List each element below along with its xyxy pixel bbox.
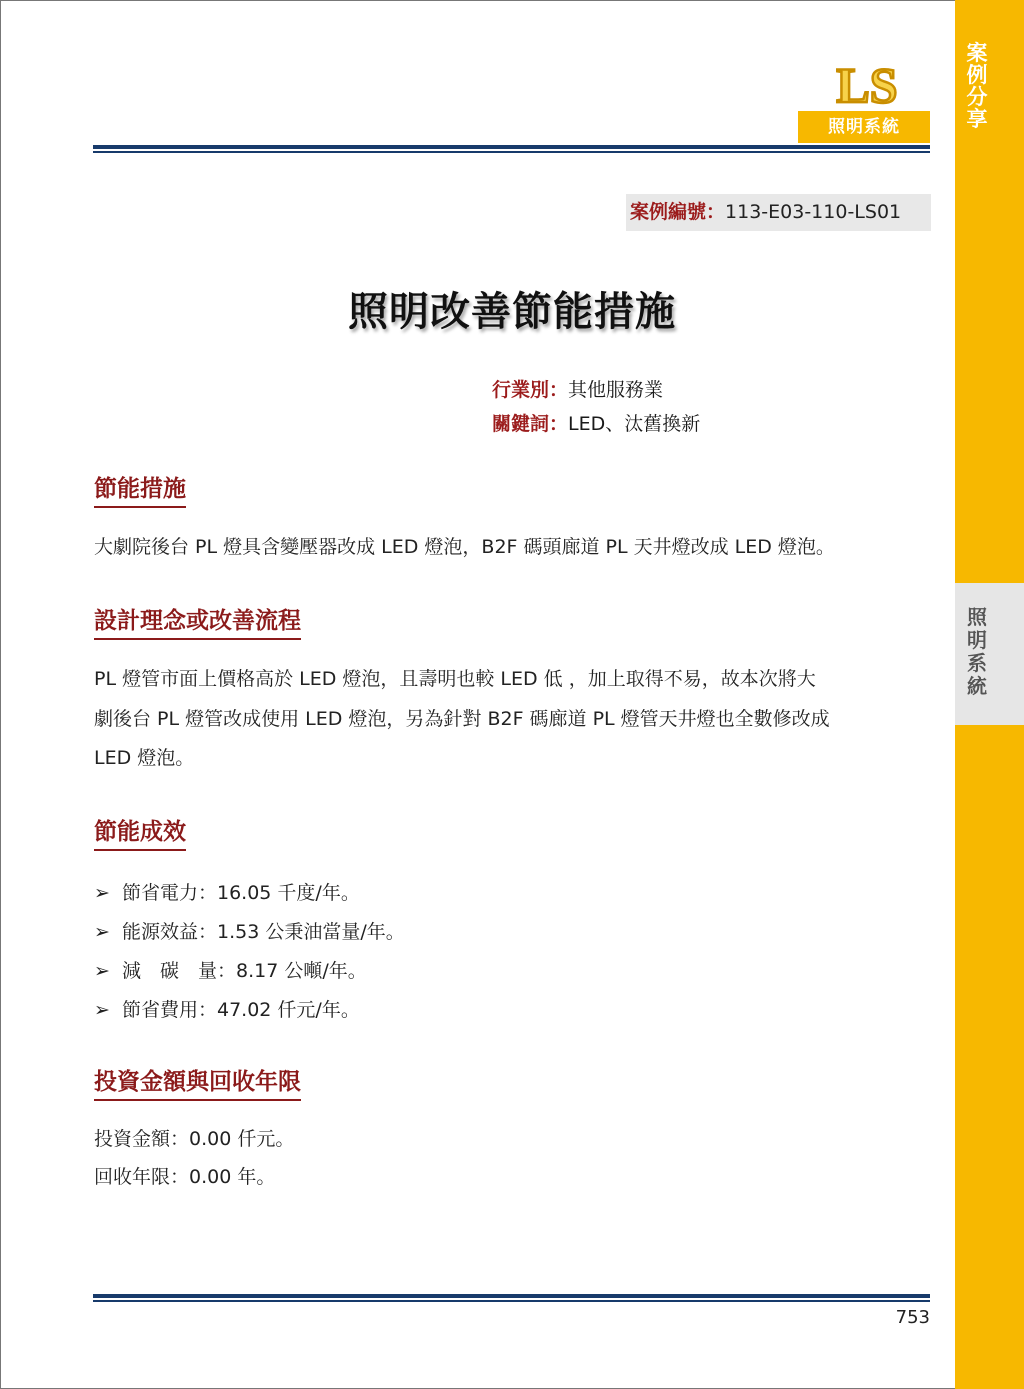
logo-caption: 照明系統 xyxy=(798,111,930,143)
result-item-electricity: ➢ 節省電力：16.05 千度/年。 xyxy=(94,882,360,904)
footer-rule xyxy=(93,1294,930,1302)
case-number-value: 113-E03-110-LS01 xyxy=(725,201,902,223)
page-title: 照明改善節能措施 xyxy=(348,289,676,335)
case-number-label: 案例編號： xyxy=(630,201,726,223)
side-tab-lighting-label: 照明系統 xyxy=(967,605,987,698)
design-line-3: LED 燈泡。 xyxy=(94,747,195,769)
ls-logo-text: LS xyxy=(836,58,898,110)
side-tab-case-share[interactable] xyxy=(958,42,996,130)
design-line-2: 劇後台 PL 燈管改成使用 LED 燈泡，另為針對 B2F 碼廊道 PL 燈管天井燈也全數修改成 xyxy=(94,708,830,730)
result-item-cost: ➢ 節省費用：47.02 仟元/年。 xyxy=(94,999,360,1021)
section-heading-results: 節能成效 xyxy=(94,817,186,851)
section-heading-measures: 節能措施 xyxy=(94,474,186,508)
result-item-carbon: ➢ 減 碳 量：8.17 公噸/年。 xyxy=(94,960,367,982)
result-item-energy: ➢ 能源效益：1.53 公秉油當量/年。 xyxy=(94,921,405,943)
section-heading-design: 設計理念或改善流程 xyxy=(94,606,301,640)
industry-label: 行業別： xyxy=(492,379,569,401)
bullet-arrow-icon: ➢ xyxy=(94,999,110,1021)
bullet-arrow-icon: ➢ xyxy=(94,960,110,982)
bullet-arrow-icon: ➢ xyxy=(94,882,110,904)
investment-amount: 投資金額：0.00 仟元。 xyxy=(94,1128,295,1150)
page-number: 753 xyxy=(895,1307,930,1328)
keywords-label: 關鍵詞： xyxy=(492,413,569,435)
payback-period: 回收年限：0.00 年。 xyxy=(94,1166,276,1188)
header-rule xyxy=(93,145,930,153)
side-tab-case-share-label: 案例分享 xyxy=(966,41,988,131)
keywords-line xyxy=(492,409,700,436)
measures-text: 大劇院後台 PL 燈具含變壓器改成 LED 燈泡，B2F 碼頭廊道 PL 天井燈改成 LED 燈泡。 xyxy=(94,536,835,558)
design-line-1: PL 燈管市面上價格高於 LED 燈泡，且壽明也較 LED 低 ，加上取得不易，故本次將大 xyxy=(94,668,816,690)
bullet-arrow-icon: ➢ xyxy=(94,921,110,943)
industry-line xyxy=(492,375,663,402)
keywords-value: LED、汰舊換新 xyxy=(568,413,701,435)
section-heading-investment: 投資金額與回收年限 xyxy=(94,1067,301,1101)
case-number-box xyxy=(626,194,931,231)
industry-value: 其他服務業 xyxy=(568,379,664,401)
ls-logo xyxy=(815,58,920,110)
